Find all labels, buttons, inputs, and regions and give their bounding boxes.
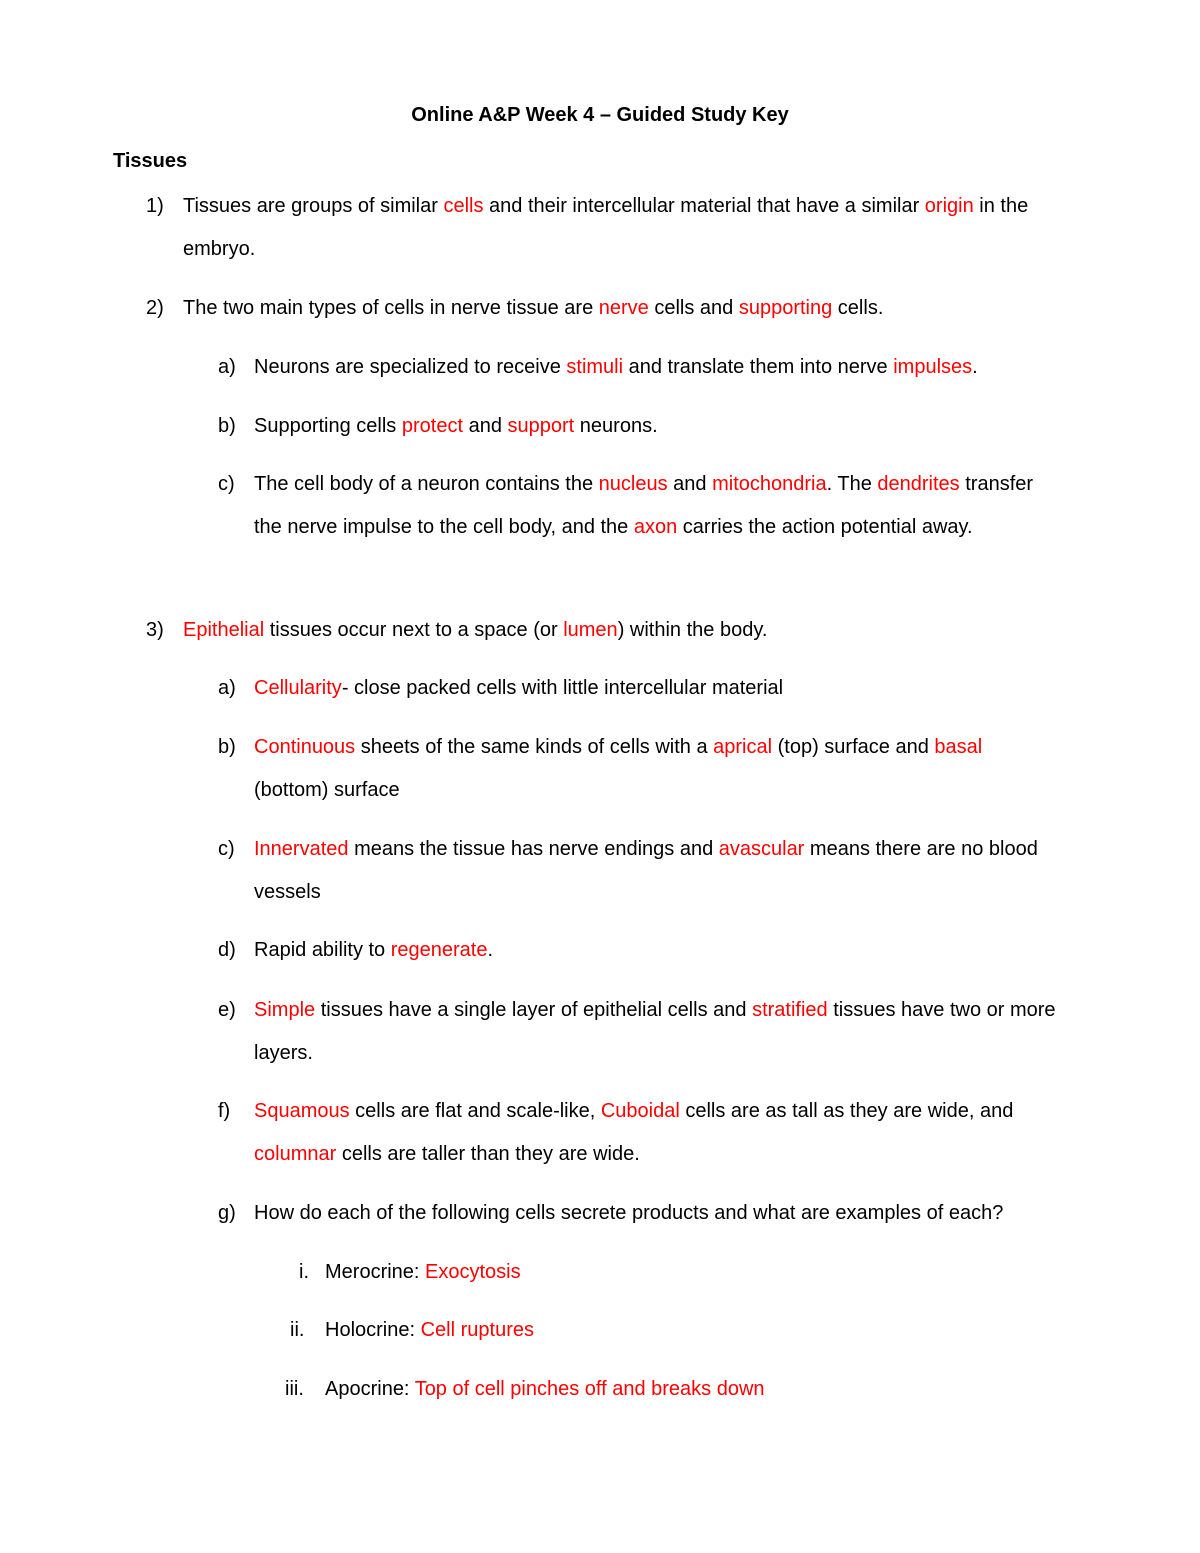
list-item-text [325,1319,534,1341]
question-text: sheets of the same kinds of cells with a [355,736,714,758]
list-item [218,463,1064,549]
list-marker: b) [218,415,236,437]
answer-key-term: mitochondria [712,473,827,495]
answer-key-term: origin [924,195,974,217]
question-text: carries the action potential away. [677,516,973,538]
section-heading: Tissues [113,150,188,172]
answer-key-term: nerve [598,297,649,319]
question-text: Holocrine: [325,1319,421,1341]
list-item-text [254,1100,1013,1165]
question-text: and [463,415,508,437]
list-marker: i. [299,1261,309,1283]
question-text: cells and [648,297,739,319]
question-text: . The [826,473,878,495]
list-item [218,989,1074,1075]
question-text: ) within the body. [617,619,768,641]
question-text: and translate them into nerve [623,356,894,378]
list-item [218,929,1084,972]
list-item [299,1251,1085,1294]
list-marker: a) [218,356,236,378]
question-text: tissues have a single layer of epithelial cells and [315,999,753,1021]
question-text: transfer the nerve impulse to the cell body, and the [254,473,1034,538]
question-text: cells are as tall as they are wide, and [679,1100,1014,1122]
list-item-text [254,356,978,378]
list-item-text [254,415,658,437]
list-item-text [183,619,767,641]
list-item-text [183,297,883,319]
answer-key-term: supporting [738,297,833,319]
list-item-text [254,473,1033,538]
list-item-text [254,736,982,801]
page-title: Online A&P Week 4 – Guided Study Key [411,104,789,126]
list-marker: b) [218,736,236,758]
list-marker: a) [218,677,236,699]
answer-key-term: regenerate [390,939,488,961]
answer-key-term: stimuli [566,356,624,378]
list-item [146,609,1083,652]
question-text: tissues have two or more layers. [254,999,1056,1064]
question-text: tissues occur next to a space (or [264,619,564,641]
list-item-text [254,838,1038,903]
question-text: and [667,473,713,495]
answer-key-term: axon [633,516,678,538]
list-marker: iii. [285,1378,304,1400]
list-item [218,667,1084,710]
question-text: cells. [832,297,884,319]
answer-key-term: aprical [713,736,773,758]
list-item [218,828,1054,914]
answer-key-term: nucleus [598,473,668,495]
answer-key-term: Innervated [254,838,349,860]
question-text: (bottom) surface [254,779,400,801]
question-text: Apocrine: [325,1378,415,1400]
list-item [285,1368,1085,1411]
answer-key-term: Exocytosis [425,1261,521,1283]
answer-key-term: avascular [718,838,805,860]
list-item [218,405,1084,448]
answer-key-term: Simple [254,999,316,1021]
list-marker: 3) [146,619,164,641]
list-item [290,1309,1085,1352]
list-marker: ii. [290,1319,305,1341]
list-marker: 1) [146,195,164,217]
answer-key-term: protect [401,415,464,437]
answer-key-term: Continuous [254,736,356,758]
list-item-text [325,1261,521,1283]
question-text: in the embryo. [183,195,1029,260]
list-marker: e) [218,999,236,1021]
list-item-text [254,939,493,961]
list-marker: c) [218,838,235,860]
list-item-text [325,1378,765,1400]
list-item-text [183,195,1028,260]
question-text: Neurons are specialized to receive [254,356,567,378]
list-item-text [254,677,783,699]
question-text: means the tissue has nerve endings and [348,838,719,860]
question-text: and their intercellular material that have a similar [483,195,925,217]
list-item [146,185,1083,271]
list-marker: c) [218,473,235,495]
answer-key-term: Top of cell pinches off and breaks down [414,1378,765,1400]
list-marker: g) [218,1202,236,1224]
answer-key-term: columnar [254,1143,337,1165]
answer-key-term: support [507,415,575,437]
question-text: . [972,356,978,378]
list-item [218,1192,1114,1235]
list-item [218,726,1054,812]
answer-key-term: Cuboidal [600,1100,680,1122]
question-text: Supporting cells [254,415,402,437]
question-text: Tissues are groups of similar [183,195,444,217]
question-text: neurons. [574,415,658,437]
question-text: The cell body of a neuron contains the [254,473,599,495]
question-text: Rapid ability to [254,939,391,961]
list-marker: f) [218,1100,231,1122]
list-marker: d) [218,939,236,961]
answer-key-term: Squamous [254,1100,350,1122]
answer-key-term: Cell ruptures [420,1319,534,1341]
answer-key-term: cells [443,195,484,217]
answer-key-term: dendrites [877,473,960,495]
answer-key-term: Epithelial [183,619,265,641]
list-item [146,287,1083,330]
question-text: . [487,939,494,961]
answer-key-term: lumen [563,619,618,641]
list-item-text [254,999,1056,1064]
list-marker: 2) [146,297,164,319]
question-text: (top) surface and [772,736,935,758]
question-text: - close packed cells with little intercellular material [341,677,784,699]
question-text: The two main types of cells in nerve tissue are [183,297,599,319]
answer-key-term: basal [934,736,983,758]
answer-key-term: Cellularity [254,677,342,699]
list-item [218,346,1084,389]
question-text: How do each of the following cells secrete products and what are examples of each? [254,1202,1004,1224]
answer-key-term: stratified [752,999,828,1021]
question-text: cells are taller than they are wide. [336,1143,640,1165]
question-text: cells are flat and scale-like, [349,1100,601,1122]
answer-key-term: impulses [893,356,973,378]
question-text: Merocrine: [325,1261,426,1283]
list-item-text [254,1202,1003,1224]
list-item [218,1090,1074,1176]
question-text: means there are no blood vessels [254,838,1038,903]
